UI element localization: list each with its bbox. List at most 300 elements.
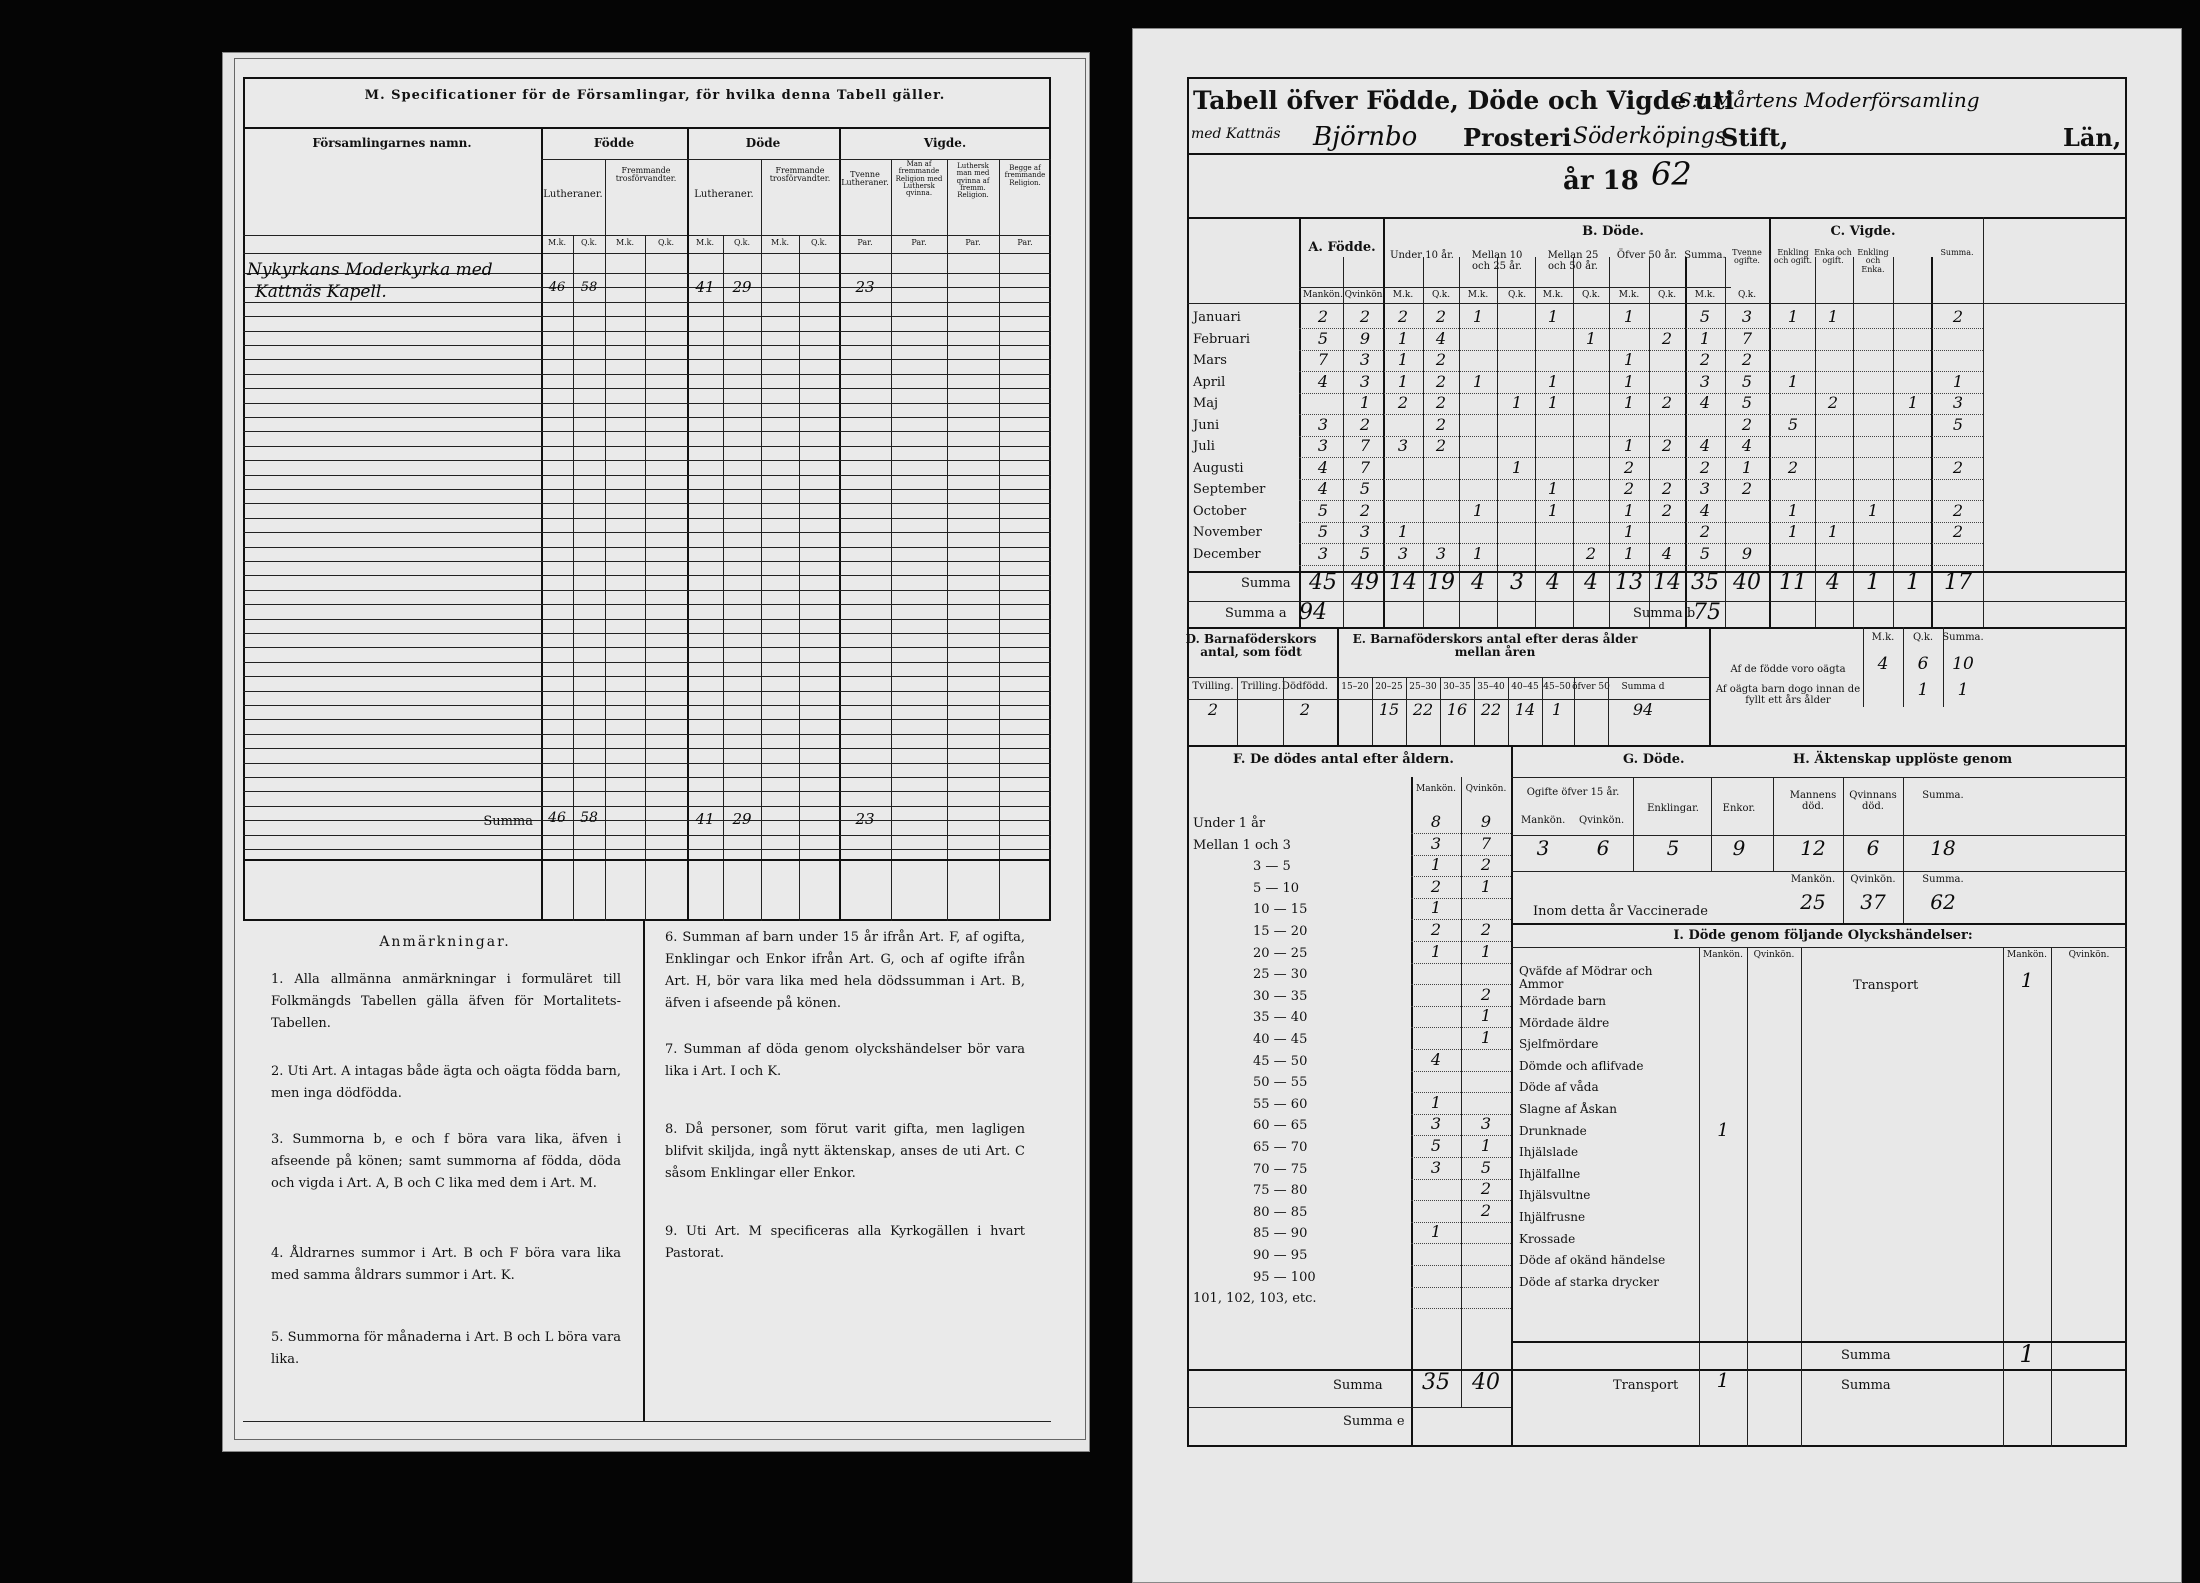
cell: 3 [1397, 543, 1409, 563]
dode-fremmande: Fremmande trosförvandter. [769, 166, 831, 184]
cell: 1 [1787, 371, 1799, 391]
h-qvinkon: Qvinkön. [1344, 290, 1386, 300]
rule-line [243, 763, 1051, 764]
cell: 2 [1787, 457, 1799, 477]
month-0: Januari [1193, 310, 1241, 325]
vacc-head-2: Summa. [1922, 874, 1964, 885]
i-summa-val: 1 [2019, 1340, 2035, 1368]
cell: 2 [1827, 393, 1839, 412]
parish-name-2: Kattnäs Kapell. [255, 282, 387, 302]
cell: 2 [1435, 371, 1447, 391]
cell: 2 [1952, 457, 1964, 477]
af-r1: 10 [1952, 654, 1974, 674]
cell: 1 [1741, 457, 1753, 477]
col-parish-names: Församlingarnes namn. [312, 136, 472, 150]
age-line [1411, 1157, 1511, 1158]
age-line [1411, 1092, 1511, 1093]
cell: 4 [1661, 543, 1673, 563]
age-line [1411, 898, 1511, 899]
summa-cell: 14 [1653, 570, 1681, 595]
transport-bottom-val: 1 [1716, 1368, 1730, 1392]
cell: 5 [1699, 543, 1711, 563]
note-4: 4. Åldrarnes summor i Art. B och F böra vara lika med samma åldrars summor i Art. K. [271, 1246, 621, 1283]
age-9: 35 — 40 [1253, 1010, 1308, 1026]
cell: 1 [1472, 500, 1484, 520]
cause-0: Qväfde af Mödrar och Ammor [1519, 964, 1653, 992]
vigde-luthersk-man: Luthersk man med qvinna af fremm. Religion. [956, 162, 990, 200]
summa-b: 75 [1693, 600, 1721, 625]
cell: 3 [1397, 436, 1409, 455]
f-q: 9 [1480, 812, 1492, 831]
art-b: B. Döde. [1582, 224, 1644, 239]
cell: 2 [1623, 479, 1635, 498]
h-val-0: 12 [1800, 836, 1826, 860]
age-line [1411, 1006, 1511, 1007]
cell: 1 [1547, 371, 1559, 391]
f-q: 1 [1480, 876, 1492, 896]
h-col-2: Summa. [1922, 790, 1964, 801]
cell: 1 [1623, 500, 1635, 520]
g-val-2: 5 [1666, 836, 1680, 860]
af-r2: 1 [1917, 680, 1929, 700]
cell: 2 [1623, 457, 1635, 477]
age-line [1411, 876, 1511, 877]
h-col-1: Qvinnans död. [1849, 790, 1897, 812]
cell: 2 [1741, 350, 1753, 369]
age-21: 95 — 100 [1253, 1269, 1316, 1285]
rule-line [243, 374, 1051, 375]
col-line [1383, 217, 1385, 627]
f-summa-e-line [1187, 1407, 1511, 1408]
cell: 7 [1359, 436, 1371, 455]
summa-cell: 4 [1471, 570, 1485, 595]
fodde-fremmande: Fremmande trosförvandter. [615, 166, 677, 184]
line2-hw-b: Björnbo [1313, 122, 1418, 152]
f-qvinkon: Qvinkön. [1465, 784, 1507, 794]
age-line [1411, 963, 1511, 964]
cell: 4 [1699, 393, 1711, 412]
col-line [1903, 777, 1904, 923]
cell: 5 [1952, 414, 1964, 434]
cell: 5 [1359, 543, 1371, 563]
age-5: 15 — 20 [1253, 924, 1308, 939]
i-line [1511, 947, 2127, 948]
h-mk: M.k. [1467, 290, 1489, 300]
c-col-0: Tvenne ogifte. [1732, 248, 1762, 266]
cell: 1 [1397, 328, 1409, 348]
rule-line [243, 662, 1051, 663]
f-summa-label: Summa [1333, 1378, 1383, 1393]
year-label: år 18 [1563, 166, 1639, 196]
i-qvinkon: Qvinkön. [1753, 950, 1795, 960]
h-mk: M.k. [1618, 290, 1640, 300]
summa-cell: 3 [1510, 570, 1524, 595]
cell: 2 [1435, 350, 1447, 369]
cell: 2 [1699, 350, 1711, 369]
cell: 7 [1359, 457, 1371, 477]
g-mankon: Mankön. [1521, 815, 1566, 826]
age-line [1411, 855, 1511, 856]
cell: 2 [1952, 522, 1964, 541]
c-col-1: Enkling och ogift. [1773, 248, 1813, 266]
summa-label: Summa [1241, 576, 1291, 591]
e-col-0: 15–20 [1341, 682, 1369, 692]
cell: 3 [1317, 414, 1329, 434]
age-6: 20 — 25 [1253, 945, 1308, 961]
de-bottom [1187, 745, 2127, 747]
art-d: D. Barnaföderskors antal, som födt [1185, 632, 1317, 660]
cell: 1 [1623, 307, 1635, 326]
rule-line [243, 633, 1051, 634]
e-col-8: Summa d [1621, 682, 1665, 692]
e-val-6: 1 [1551, 700, 1563, 719]
cell: 1 [1623, 543, 1635, 563]
cell: 1 [1585, 328, 1597, 348]
abc-bottom [1187, 627, 2127, 629]
cell: 1 [1827, 307, 1839, 326]
left-page [234, 58, 1086, 1440]
e-col-6: 45–50 [1543, 682, 1571, 692]
cause-7: Drunknade [1519, 1123, 1587, 1138]
col-fodde: Födde [593, 136, 635, 150]
f-summa-e: Summa e [1343, 1414, 1405, 1429]
h-mk: M.k. [1392, 290, 1414, 300]
cell: 5 [1317, 522, 1329, 541]
h-qk3: Q.k. [733, 238, 751, 247]
gh-line [1511, 777, 2127, 778]
note-8: 8. Då personer, som förut varit gifta, men lagligen blifvit skiljda, ingå nytt äktenskap, anses de uti Art. C såsom Enklingar eller Enkor. [665, 1122, 1025, 1181]
fodde-lutheraner: Lutheraner. [543, 189, 603, 200]
age-line [1411, 1179, 1511, 1180]
rule-line [243, 791, 1051, 792]
cell: 3 [1317, 436, 1329, 455]
rule-line [243, 820, 1051, 821]
age-15: 65 — 70 [1253, 1140, 1308, 1155]
cell: 3 [1317, 543, 1329, 563]
i-summa-label: Summa [1841, 1348, 1891, 1363]
col-line [1411, 777, 1413, 1447]
c-col-4: Summa. [1940, 248, 1974, 257]
cell: 2 [1397, 393, 1409, 412]
d-col-2: Dödfödd. [1281, 681, 1329, 692]
cell: 1 [1787, 522, 1799, 541]
e-col-1: 20–25 [1375, 682, 1403, 692]
af-fodde-2: Af oägta barn dogo innan de fyllt ett års ålder [1715, 684, 1861, 706]
spec-header: M. Specificationer för de Församlingar, för hvilka denna Tabell gäller. [364, 88, 946, 103]
cell: 5 [1317, 328, 1329, 348]
summa-a-label: Summa a [1225, 606, 1287, 621]
age-11: 45 — 50 [1253, 1053, 1308, 1069]
af-head-0: M.k. [1871, 632, 1895, 643]
cell: 2 [1435, 414, 1447, 434]
cell: 1 [1397, 371, 1409, 391]
cell: 2 [1661, 393, 1673, 412]
transport-bottom: Transport [1613, 1378, 1679, 1393]
summa-cell: 4 [1826, 570, 1840, 595]
cause-14: Döde af starka drycker [1519, 1274, 1659, 1289]
h-val-2: 18 [1930, 836, 1956, 860]
cell: 1 [1867, 500, 1879, 520]
cell: 1 [1699, 328, 1711, 348]
sum-dod-mk: 41 [695, 810, 715, 828]
age-17: 75 — 80 [1253, 1183, 1308, 1199]
cell: 1 [1511, 393, 1523, 412]
cell: 2 [1359, 414, 1371, 434]
vacc-head-1: Qvinkön. [1850, 874, 1896, 885]
col-line [1633, 777, 1634, 871]
age-8: 30 — 35 [1253, 988, 1308, 1004]
age-12: 50 — 55 [1253, 1075, 1308, 1091]
cell: 4 [1317, 479, 1329, 498]
d-col-0: Tvilling. [1192, 681, 1234, 692]
e-val-1: 15 [1378, 700, 1400, 719]
rule-line [243, 331, 1051, 332]
col-line [1943, 627, 1944, 707]
cell: 1 [1623, 350, 1635, 369]
vacc-2: 62 [1930, 890, 1956, 914]
af-r1: 4 [1877, 654, 1889, 674]
g-enkor: Enkor. [1722, 803, 1756, 814]
rule-line [243, 475, 1051, 476]
cell: 7 [1317, 350, 1329, 369]
rule-line [243, 316, 1051, 317]
col-line [1608, 677, 1609, 745]
cell: 5 [1741, 393, 1753, 412]
cell: 9 [1741, 543, 1753, 563]
age-3: 5 — 10 [1253, 880, 1300, 896]
summa-a-line [1187, 601, 2127, 602]
cell: 4 [1435, 328, 1447, 348]
title-handwritten: S:t Mårtens Moderförsamling [1678, 88, 1980, 112]
h-mk4: M.k. [770, 238, 790, 247]
c-col-2: Enka och ogift. [1814, 248, 1852, 266]
note-7: 7. Summan af döda genom olyckshändelser bör vara lika i Art. I och K. [665, 1042, 1025, 1079]
year-handwritten: 62 [1651, 155, 1692, 193]
rule-line [243, 691, 1051, 692]
af-r1: 6 [1917, 654, 1929, 674]
rule-line [243, 590, 1051, 591]
cell: 2 [1699, 522, 1711, 541]
f-m: 8 [1430, 812, 1442, 831]
rule-line [243, 388, 1051, 389]
h-qk1: Q.k. [580, 238, 598, 247]
f-m: 4 [1430, 1049, 1442, 1069]
f-mankon: Mankön. [1416, 784, 1456, 794]
cell: 1 [1397, 350, 1409, 369]
cell: 5 [1359, 479, 1371, 498]
cell: 2 [1435, 393, 1447, 412]
e-col-7: öfver 50 [1572, 682, 1610, 692]
art-a: A. Födde. [1308, 240, 1376, 255]
rule-line [243, 503, 1051, 504]
col-dode: Döde [745, 136, 781, 150]
af-head-1: Q.k. [1912, 632, 1934, 643]
h-qk4: Q.k. [810, 238, 828, 247]
age-line [1411, 1027, 1511, 1028]
cell: 3 [1359, 522, 1371, 541]
art-g: G. Döde. [1623, 752, 1685, 767]
col-line [1440, 677, 1441, 745]
age-10: 40 — 45 [1253, 1032, 1308, 1047]
g-val-0: 3 [1536, 836, 1550, 860]
cell: 3 [1699, 479, 1711, 498]
age-line [1411, 1135, 1511, 1136]
g-qvinkon: Qvinkön. [1579, 815, 1625, 826]
f-m: 1 [1430, 1222, 1442, 1242]
sub-line [1299, 287, 1731, 288]
cell: 2 [1397, 307, 1409, 326]
f-summa-line [1187, 1369, 2127, 1371]
row-dod-mk: 41 [695, 278, 715, 296]
art-c: C. Vigde. [1830, 224, 1896, 239]
col-line [1237, 677, 1238, 745]
rule-line [243, 619, 1051, 620]
cell: 3 [1359, 371, 1371, 391]
cause-13: Döde af okänd händelse [1519, 1253, 1666, 1268]
e-col-5: 40–45 [1511, 682, 1539, 692]
month-5: Juni [1193, 417, 1220, 433]
cause-11: Ihjälfrusne [1519, 1210, 1586, 1224]
gh-line3 [1511, 871, 2127, 872]
cell: 1 [1952, 371, 1964, 391]
age-2: 3 — 5 [1253, 859, 1291, 875]
age-1: Mellan 1 och 3 [1193, 837, 1291, 853]
drunknade-m: 1 [1717, 1120, 1729, 1141]
h-mankon: Mankön. [1303, 290, 1343, 300]
summa-cell: 49 [1351, 570, 1379, 595]
rule-line [243, 532, 1051, 533]
age-line [1411, 1287, 1511, 1288]
summa-cell: 19 [1427, 570, 1455, 595]
age-line [1411, 1222, 1511, 1223]
age-line [1411, 1200, 1511, 1201]
cell: 4 [1699, 500, 1711, 520]
h-par1: Par. [857, 238, 873, 247]
cell: 3 [1435, 543, 1447, 563]
b-col-1: Mellan 10 och 25 år. [1471, 250, 1523, 272]
vacc-1: 37 [1860, 890, 1886, 914]
i-qvinkon2: Qvinkön. [2068, 950, 2110, 960]
col-line [1711, 777, 1712, 871]
month-9: October [1193, 503, 1247, 519]
f-m: 2 [1430, 920, 1442, 939]
h-par4: Par. [1017, 238, 1033, 247]
age-line [1411, 1049, 1511, 1050]
f-m: 2 [1430, 876, 1442, 896]
e-col-2: 25–30 [1409, 682, 1437, 692]
cell: 2 [1585, 543, 1597, 563]
h-par2: Par. [911, 238, 927, 247]
f-q: 5 [1480, 1157, 1492, 1177]
summa-a: 94 [1299, 600, 1327, 625]
month-7: Augusti [1193, 460, 1244, 476]
summa-cell: 14 [1389, 570, 1417, 595]
line2-hw-a: med Kattnäs [1191, 126, 1281, 142]
cause-5: Döde af våda [1519, 1080, 1599, 1095]
transport-top: Transport [1853, 978, 1919, 993]
spec-summa-label: Summa [483, 814, 533, 829]
parish-name-1: Nykyrkans Moderkyrka med [247, 260, 493, 280]
right-page [1132, 28, 2182, 1583]
summa-cell: 45 [1309, 570, 1337, 595]
g-val-3: 9 [1732, 836, 1746, 860]
h-qk: Q.k. [1581, 290, 1601, 300]
i-top [1511, 923, 2127, 925]
col-line [1863, 627, 1864, 707]
f-summa-q: 40 [1472, 1370, 1500, 1395]
col-line [1299, 217, 1301, 627]
age-22: 101, 102, 103, etc. [1193, 1291, 1317, 1307]
rule-line [243, 417, 1051, 418]
col-line [1372, 677, 1373, 745]
summa-cell: 13 [1615, 570, 1643, 595]
b-col-2: Mellan 25 och 50 år. [1547, 250, 1599, 272]
d-val-2: 2 [1299, 700, 1311, 719]
rule-line [243, 604, 1051, 605]
note-1: 1. Alla allmänna anmärkningar i formuläret till Folkmängds Tabellen gälla äfven för Mortalitets-Tabellen. [271, 972, 621, 1031]
age-16: 70 — 75 [1253, 1161, 1308, 1177]
sum-dod-qk: 29 [732, 810, 752, 828]
cell: 4 [1699, 436, 1711, 455]
cell: 1 [1907, 393, 1919, 412]
cell: 1 [1472, 543, 1484, 563]
cell: 1 [1511, 457, 1523, 477]
rule-line [243, 575, 1051, 576]
f-q: 7 [1480, 833, 1492, 853]
rule-line [243, 719, 1051, 720]
age-14: 60 — 65 [1253, 1118, 1308, 1134]
art-i: I. Döde genom följande Olyckshändelser: [1673, 928, 1973, 943]
col-line [1699, 947, 1700, 1447]
cell: 1 [1547, 393, 1559, 412]
row-line [1299, 500, 1983, 501]
cell: 3 [1699, 371, 1711, 391]
cell: 1 [1472, 371, 1484, 391]
summa-cell: 17 [1944, 570, 1972, 595]
sum-fod-qk: 58 [580, 810, 598, 826]
row-dod-qk: 29 [732, 278, 752, 296]
rule-line [243, 359, 1051, 360]
row-vigde-par: 23 [855, 278, 875, 296]
de-line [1187, 677, 1709, 678]
cell: 5 [1317, 500, 1329, 520]
cell: 9 [1359, 328, 1371, 348]
age-line [1411, 984, 1511, 985]
cell: 2 [1699, 457, 1711, 477]
e-val-5: 14 [1514, 700, 1536, 719]
header-bottom [1187, 303, 2127, 304]
f-q: 1 [1480, 1136, 1492, 1155]
f-q: 3 [1480, 1114, 1492, 1134]
summa-cell: 35 [1691, 570, 1719, 595]
age-18: 80 — 85 [1253, 1204, 1308, 1220]
cell: 1 [1623, 371, 1635, 391]
col-line [1709, 627, 1711, 745]
table-title: Tabell öfver Födde, Döde och Vigde uti [1193, 86, 1735, 115]
d-col-1: Trilling. [1240, 681, 1282, 692]
summa-cell: 40 [1733, 570, 1761, 595]
cell: 1 [1623, 393, 1635, 412]
month-2: Mars [1193, 353, 1227, 368]
e-col-4: 35–40 [1477, 682, 1505, 692]
age-line [1411, 1265, 1511, 1266]
rule-line [243, 446, 1051, 447]
b-col-3: Öfver 50 år. [1616, 250, 1678, 261]
col-line [1337, 627, 1339, 745]
e-val-8: 94 [1632, 700, 1654, 719]
rule-line [243, 547, 1051, 548]
col-line [1406, 677, 1407, 745]
